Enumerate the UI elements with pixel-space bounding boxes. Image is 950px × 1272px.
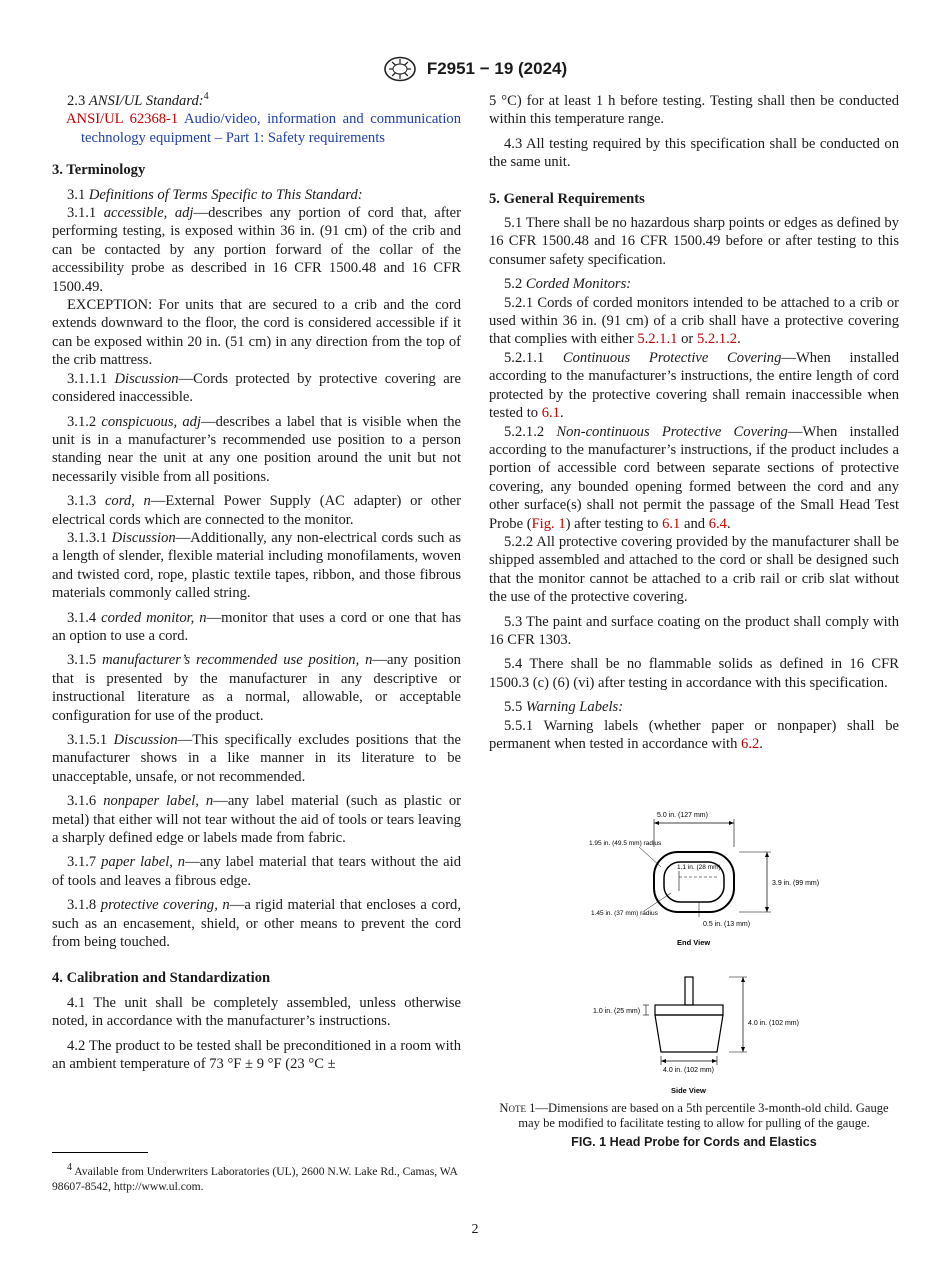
dimension-label: 4.0 in. (102 mm) — [663, 1067, 714, 1075]
section-5-2-1-1: 5.2.1.1 Continuous Protective Covering—When installed according to the manufacturer’s instructions, the entire length of cord protected by the protective covering shall remain inaccessible when tested to 6.1. — [489, 349, 900, 422]
dimension-label: 0.5 in. (13 mm) — [703, 921, 751, 929]
section-4-heading: 4. Calibration and Standardization — [52, 970, 271, 987]
dimension-label: 3.9 in. (99 mm) — [772, 880, 820, 888]
section-3-1-6: 3.1.6 nonpaper label, n—any label material (such as plastic or metal) that either will not tear without the aid of tools or tears leaving a sharply defined edge or labels made from fabric. — [52, 793, 461, 847]
section-3-1-3: 3.1.3 cord, n—External Power Supply (AC adapter) or other electrical cords which are connected to the monitor. — [52, 493, 461, 528]
section-3-1: 3.1 Definitions of Terms Specific to This Standard: — [67, 186, 363, 203]
section-5-2-2: 5.2.2 All protective covering provided by the manufacturer shall be shipped assembled and attached to the cord or shall be designed such that the monitor cannot be attached to a crib rail or crib slat without the use of the protective covering. — [489, 533, 899, 606]
end-view — [589, 812, 819, 947]
document-designation: F2951 − 19 (2024) — [426, 59, 568, 78]
section-5-3: 5.3 The paint and surface coating on the product shall comply with 16 CFR 1303. — [489, 613, 899, 648]
dimension-label: 1.0 in. (25 mm) — [593, 1008, 641, 1016]
section-5-4: 5.4 There shall be no flammable solids as defined in 16 CFR 1500.3 (c) (6) (vi) after testing in accordance with this specification. — [489, 656, 899, 691]
section-4-1: 4.1 The unit shall be completely assembled, unless otherwise noted, in accordance with the manufacturer’s instructions. — [52, 994, 461, 1030]
section-3-1-2: 3.1.2 conspicuous, adj—describes a label that is visible when the unit is in a manufacturer’s recommended use position to a person standing near the unit at any one position around the unit but not necessarily visible from all positions. — [52, 413, 461, 485]
page-header — [0, 56, 950, 82]
head-probe-drawing — [489, 767, 899, 1097]
section-5-5-1: 5.5.1 Warning labels (whether paper or nonpaper) shall be permanent when tested in accordance with 6.2. — [489, 717, 899, 752]
section-5-2-1-2: 5.2.1.2 Non-continuous Protective Covering—When installed according to the manufacturer’s instructions, if the product includes a portion of accessible cord between separate sections of protective covering, any bounded opening formed between the cord and any other surface(s) shall not permit the passage of the Small Head Test Probe (Fig. 1) after testing to 6.1 and 6.4. — [489, 423, 899, 532]
section-5-heading: 5. General Requirements — [489, 190, 645, 207]
link-6-4[interactable]: 6.4 — [708, 515, 727, 532]
dimension-label: 1.95 in. (49.5 mm) radius — [589, 840, 662, 848]
astm-logo-icon — [383, 56, 417, 82]
section-3-heading: 3. Terminology — [52, 162, 146, 179]
footnote-rule — [52, 1152, 148, 1153]
side-view — [593, 977, 799, 1095]
side-view-title: Side View — [671, 1086, 706, 1096]
dimension-label: 1.45 in. (37 mm) radius — [591, 910, 658, 918]
section-5-1: 5.1 There shall be no hazardous sharp points or edges as defined by 16 CFR 1500.48 and 16 CFR 1500.49 before or after testing to this consumer safety specification. — [489, 215, 899, 268]
figure-caption: FIG. 1 Head Probe for Cords and Elastics — [571, 1135, 817, 1150]
section-3-1-7: 3.1.7 paper label, n—any label material that tears without the aid of tools and leaves a fibrous edge. — [52, 854, 461, 889]
link-5-2-1-1[interactable]: 5.2.1.1 — [637, 331, 678, 348]
link-6-1[interactable]: 6.1 — [541, 405, 560, 422]
dimension-label: 1.1 in. (28 mm) — [677, 864, 721, 872]
figure-note: Note 1—Dimensions are based on a 5th percentile 3-month-old child. Gauge may be modified to facilitate testing to allow for pulling of the gauge. — [499, 1101, 889, 1131]
dimension-label: 5.0 in. (127 mm) — [657, 812, 708, 820]
page-number: 2 — [471, 1222, 479, 1237]
section-3-1-4: 3.1.4 corded monitor, n—monitor that uses a cord or one that has an option to use a cord. — [52, 609, 461, 644]
figure-1-diagram — [489, 767, 899, 1097]
section-3-1-1: 3.1.1 accessible, adj—describes any portion of cord that, after performing testing, is exposed within 36 in. (91 cm) of the crib and can be contacted by any portion forward of the collar of the accessibility probe as described in 16 CFR 1500.48 and 16 CFR 1500.49. — [52, 205, 461, 295]
section-3-1-3-1: 3.1.3.1 Discussion—Additionally, any non-electrical cords such as a length of slender, flexible material including monofilaments, woven and twisted cord, rope, plastic textile tapes, ribbon, and those fibrous materials commonly called string. — [52, 529, 461, 602]
exception-note: EXCEPTION: For units that are secured to a crib and the cord extends downward to the floor, the cord is considered accessible if it can be exposed within 20 in. (51 cm) in any direction from the top of the crib mattress. — [52, 297, 461, 369]
section-3-1-8: 3.1.8 protective covering, n—a rigid material that encloses a cord, such as an encasement, shield, or other means to prevent the cord from being touched. — [52, 897, 461, 951]
section-5-5: 5.5 Warning Labels: — [504, 699, 624, 716]
link-6-2[interactable]: 6.2 — [741, 736, 760, 752]
section-5-2: 5.2 Corded Monitors: — [504, 276, 632, 293]
section-4-3: 4.3 All testing required by this specification shall be conducted on the same unit. — [489, 135, 899, 171]
end-view-title: End View — [677, 938, 711, 948]
left-column — [52, 92, 461, 1080]
reference-ansi-ul-62368[interactable]: ANSI/UL 62368-1 Audio/video, information and communication technology equipment – Part 1: Safety requirements — [66, 111, 461, 146]
section-4-2-continued: 5 °C) for at least 1 h before testing. Testing shall then be conducted within this temperature range. — [489, 93, 899, 128]
section-3-1-5-1: 3.1.5.1 Discussion—This specifically excludes positions that the manufacturer shows in a like manner in its literature to be unacceptable, unsafe, or not recommended. — [52, 732, 462, 785]
link-fig-1[interactable]: Fig. 1 — [531, 515, 566, 532]
section-5-2-1: 5.2.1 Cords of corded monitors intended to be attached to a crib or used within 36 in. (91 cm) of a crib shall have a protective covering that complies with either 5.2.1.1 or 5.2.1.2. — [489, 294, 899, 348]
section-3-1-1-1: 3.1.1.1 Discussion—Cords protected by protective covering are considered inaccessible. — [52, 370, 462, 406]
section-2-3: 2.3 ANSI/UL Standard:$^4$ — [67, 91, 209, 109]
link-5-2-1-2[interactable]: 5.2.1.2 — [696, 331, 738, 348]
link-6-1[interactable]: 6.1 — [662, 515, 681, 532]
right-column — [489, 92, 899, 1152]
dimension-label: 4.0 in. (102 mm) — [748, 1020, 799, 1028]
footnote: $^4$ Available from Underwriters Laboratories (UL), 2600 N.W. Lake Rd., Camas, WA 98607-8542, http://www.ul.com. — [52, 1162, 458, 1193]
section-4-2: 4.2 The product to be tested shall be preconditioned in a room with an ambient temperature of 73 °F ± 9 °F (23 °C ± — [52, 1037, 461, 1073]
section-3-1-5: 3.1.5 manufacturer’s recommended use position, n—any position that is presented by the manufacturer in any descriptive or instructional literature as a normal, allowable, or acceptable configuration for use of the product. — [52, 652, 461, 724]
